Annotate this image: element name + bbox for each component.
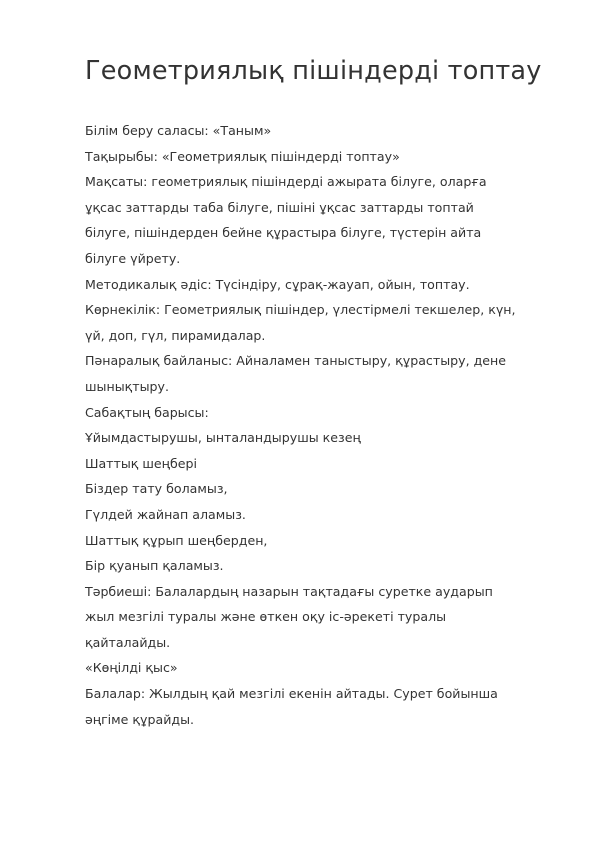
line-visual-aids-2: үй, доп, гүл, пирамидалар. (85, 327, 266, 343)
line-organizational-stage: Ұйымдастырушы, ынталандырушы кезең (85, 430, 361, 446)
line-poem-1: Біздер тату боламыз, (85, 481, 228, 497)
line-lesson-progress: Сабақтың барысы: (85, 404, 209, 420)
line-fun-winter: «Көңілді қыс» (85, 660, 178, 676)
line-goal-1: Мақсаты: геометриялық пішіндерді ажырата білуге, оларға (85, 174, 487, 190)
line-subject-area: Білім беру саласы: «Таным» (85, 123, 272, 138)
line-goal-3: білуге, пішіндерден бейне құрастыра білуге, түстерін айта (85, 225, 482, 241)
line-teacher-3: қайталайды. (85, 634, 171, 650)
line-goal-2: ұқсас заттарды таба білуге, пішіні ұқсас заттарды топтай (85, 199, 474, 215)
line-method: Методикалық әдіс: Түсіндіру, сұрақ-жауап, ойын, топтау. (85, 276, 470, 292)
line-interdisciplinary-1: Пәнаралық байланыс: Айналамен таныстыру, құрастыру, дене (85, 353, 507, 369)
line-teacher-1: Тәрбиеші: Балалардың назарын тақтадағы суретке аударып (85, 583, 493, 599)
line-poem-4: Бір қуанып қаламыз. (85, 558, 224, 574)
document-title: Геометриялық пішіндерді топтау (85, 56, 542, 86)
line-topic: Тақырыбы: «Геометриялық пішіндерді топтау» (85, 148, 400, 164)
document-body (85, 118, 555, 732)
line-poem-3: Шаттық құрып шеңберден, (85, 532, 268, 548)
line-joy-circle: Шаттық шеңбері (85, 455, 198, 471)
line-visual-aids-1: Көрнекілік: Геометриялық пішіндер, үлестірмелі текшелер, күн, (85, 302, 516, 318)
line-poem-2: Гүлдей жайнап аламыз. (85, 506, 246, 522)
line-children-2: әңгіме құрайды. (85, 711, 195, 727)
line-goal-4: білуге үйрету. (85, 250, 181, 266)
line-teacher-2: жыл мезгілі туралы және өткен оқу іс-әрекеті туралы (85, 609, 447, 625)
line-interdisciplinary-2: шынықтыру. (85, 378, 169, 394)
line-children-1: Балалар: Жылдың қай мезгілі екенін айтады. Сурет бойынша (85, 686, 498, 702)
